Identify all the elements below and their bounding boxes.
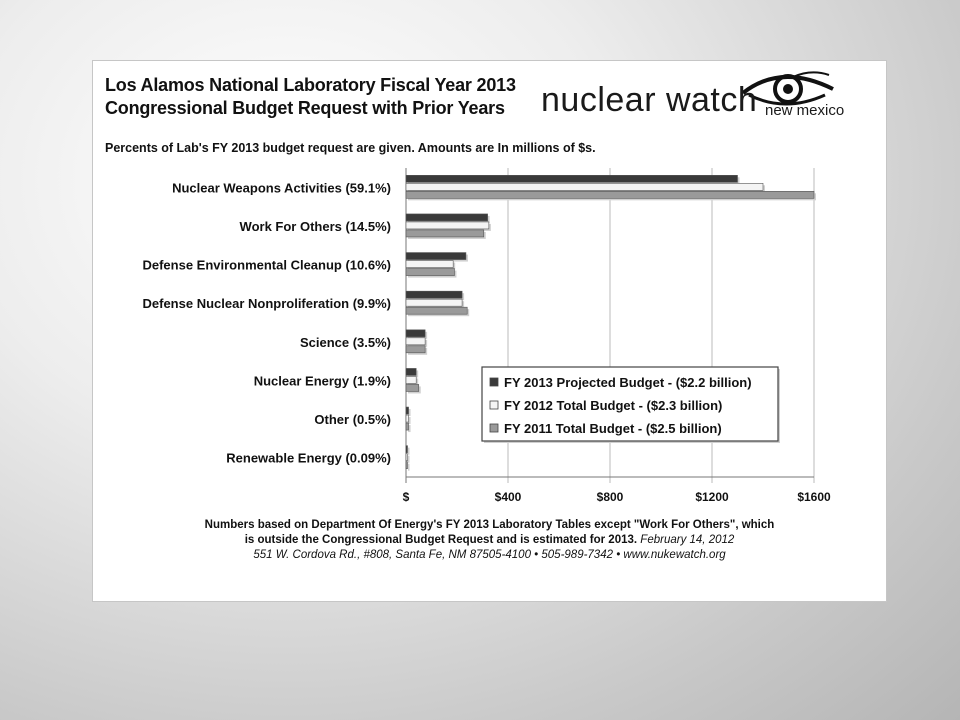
chart-footer — [93, 518, 886, 563]
bar — [406, 175, 738, 182]
logo-sub-text: new mexico — [765, 102, 845, 119]
title-line-2: Congressional Budget Request with Prior Years — [105, 98, 505, 118]
category-label: Nuclear Weapons Activities (59.1%) — [172, 180, 391, 196]
bar-shadow — [408, 456, 410, 463]
category-label: Science (3.5%) — [299, 334, 391, 350]
bar — [406, 446, 408, 453]
budget-bar-chart — [93, 61, 886, 516]
bar — [406, 376, 416, 383]
bar — [406, 462, 408, 469]
title-line-1: Los Alamos National Laboratory Fiscal Year 2013 — [105, 75, 516, 95]
x-tick-label: $1200 — [695, 490, 729, 504]
legend-label: FY 2011 Total Budget - ($2.5 billion) — [504, 421, 722, 436]
bar — [406, 346, 425, 353]
bar-shadow — [408, 448, 410, 455]
footer-line-2-text: is outside the Congressional Budget Request and is estimated for 2013. — [244, 534, 638, 546]
category-label: Other (0.5%) — [314, 412, 391, 428]
bar — [406, 230, 484, 237]
legend-swatch — [490, 378, 498, 386]
footer-address: 551 W. Cordova Rd., #808, Santa Fe, NM 87505-4100 • 505-989-7342 • www.nukewatch.org — [253, 549, 726, 561]
bar — [406, 214, 488, 221]
bar — [406, 407, 409, 414]
bar — [406, 291, 462, 298]
bar — [406, 415, 409, 422]
category-label: Renewable Energy (0.09%) — [226, 450, 391, 466]
bar — [406, 191, 814, 198]
bar — [406, 183, 763, 190]
x-tick-label: $800 — [596, 490, 624, 504]
bar — [406, 261, 453, 268]
bar — [406, 269, 454, 276]
bar — [406, 384, 419, 391]
category-label: Work For Others (14.5%) — [239, 218, 391, 234]
footer-date: February 14, 2012 — [640, 534, 735, 546]
bar — [406, 222, 489, 229]
logo-main-text: nuclear watch — [541, 81, 758, 119]
bar — [406, 338, 425, 345]
x-tick-label: $ — [402, 490, 410, 504]
legend-label: FY 2012 Total Budget - ($2.3 billion) — [504, 398, 723, 413]
x-tick-label: $1600 — [797, 490, 831, 504]
slide-card — [92, 60, 887, 602]
legend-swatch — [490, 401, 498, 409]
bar — [406, 423, 409, 430]
category-label: Nuclear Energy (1.9%) — [253, 373, 391, 389]
bar — [406, 330, 425, 337]
legend-swatch — [490, 424, 498, 432]
chart-subtitle: Percents of Lab's FY 2013 budget request are given. Amounts are In millions of $s. — [105, 141, 596, 155]
category-label: Defense Nuclear Nonproliferation (9.9%) — [142, 296, 391, 312]
footer-line-2 — [93, 533, 886, 548]
x-tick-label: $400 — [494, 490, 522, 504]
bar — [406, 253, 466, 260]
category-label: Defense Environmental Cleanup (10.6%) — [142, 257, 391, 273]
footer-line-1: Numbers based on Department Of Energy's FY 2013 Laboratory Tables except "Work For Others", which — [204, 519, 775, 531]
bar — [406, 454, 408, 461]
bar — [406, 307, 467, 314]
bar-shadow — [408, 464, 410, 471]
legend-label: FY 2013 Projected Budget - ($2.2 billion) — [504, 375, 752, 390]
bar — [406, 299, 462, 306]
bar — [406, 368, 416, 375]
